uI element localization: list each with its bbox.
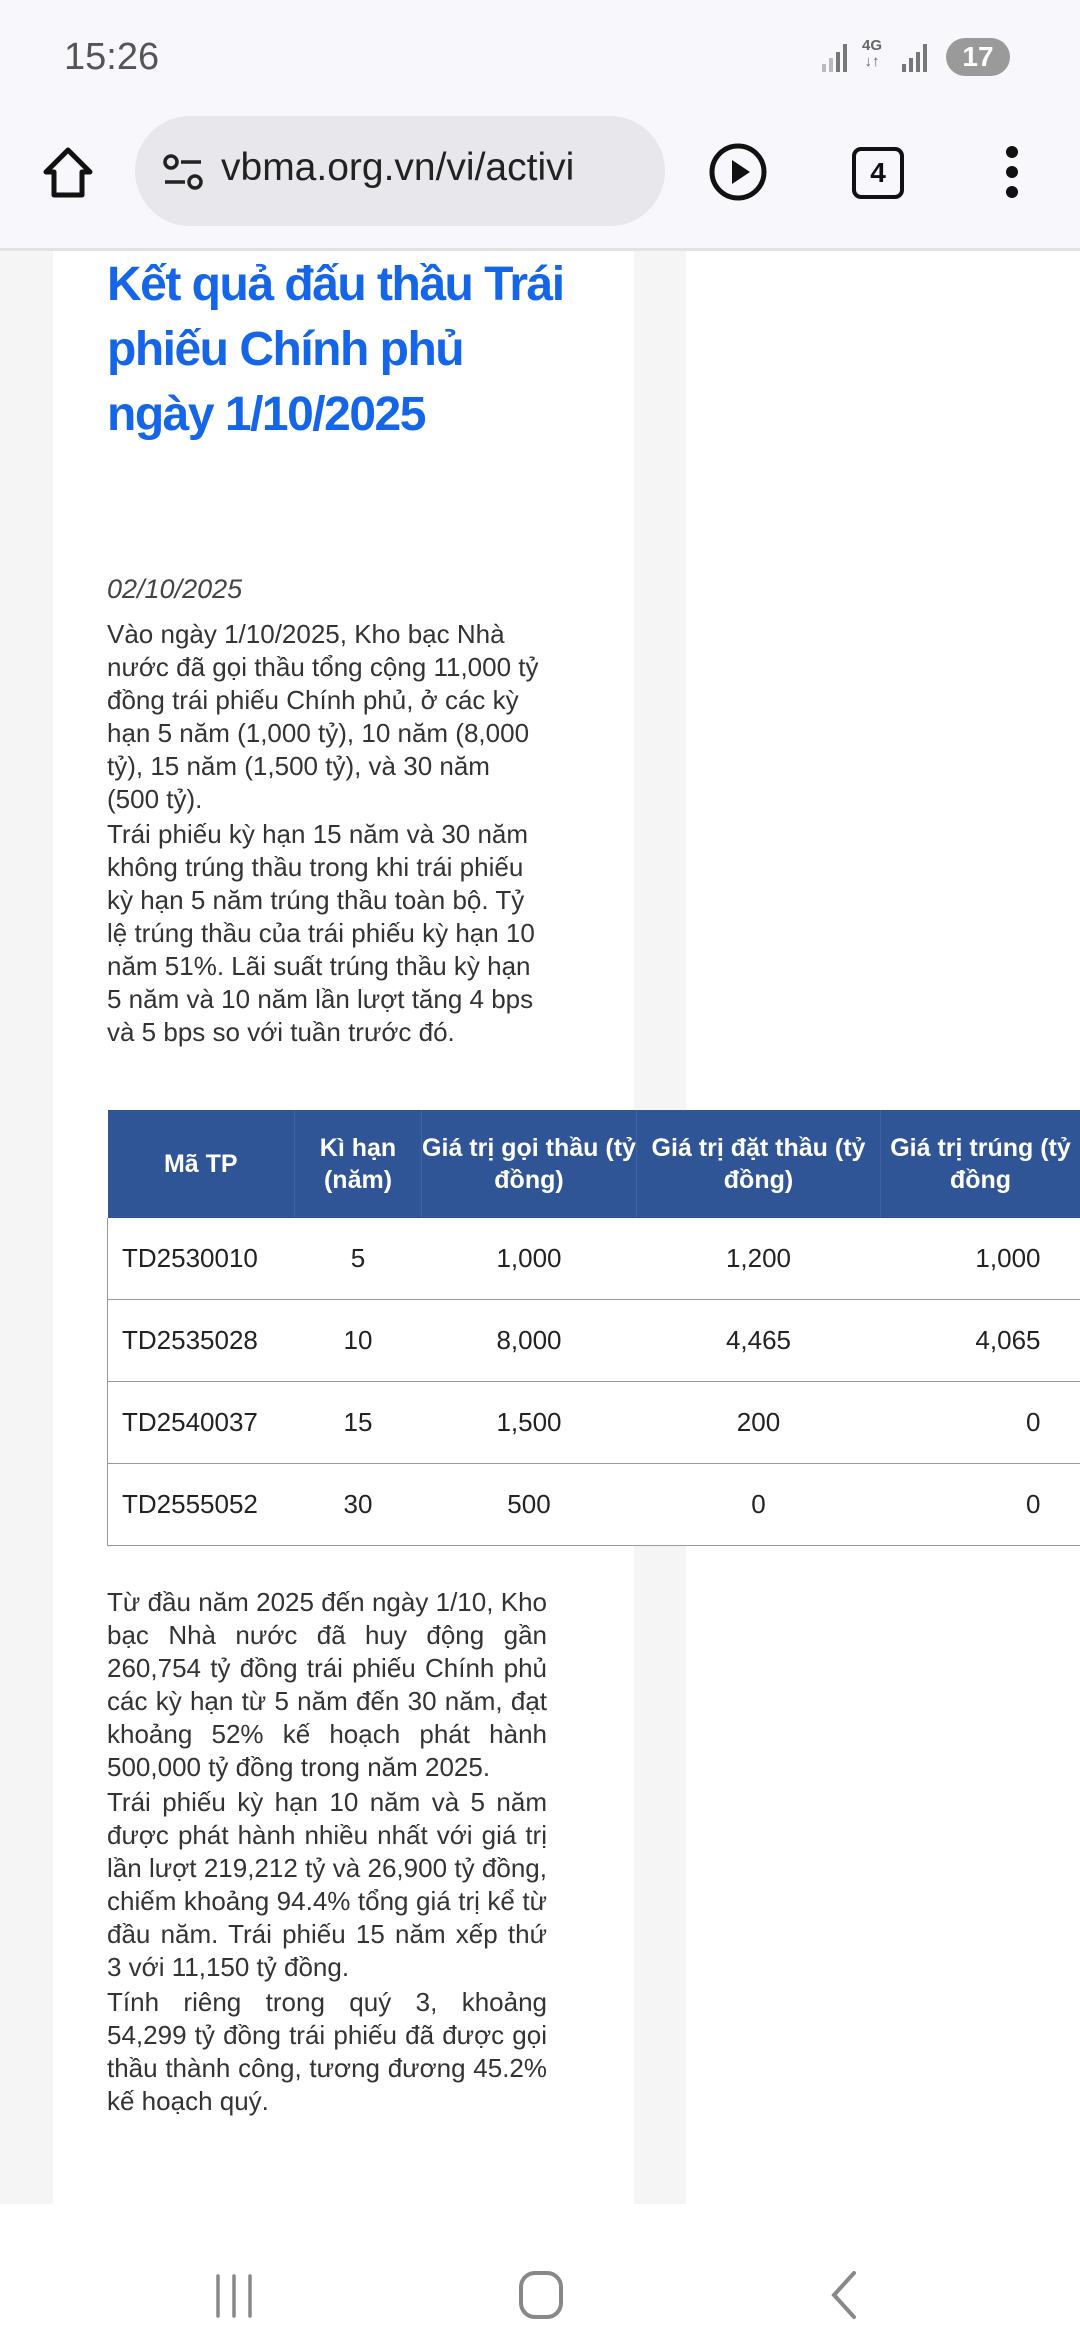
signal-icon-2 (902, 44, 927, 72)
paragraph: Vào ngày 1/10/2025, Kho bạc Nhà nước đã gọi thầu tổng cộng 11,000 tỷ đồng trái phiếu Chính phủ, ở các kỳ hạn 5 năm (1,000 tỷ), 10 năm (8,000 tỷ), 15 năm (1,500 tỷ), và 30 năm (500 tỷ). (107, 619, 539, 814)
network-type: 4G ↓↑ (862, 37, 883, 70)
signal-icon (822, 44, 847, 72)
table-cell: 0 (881, 1382, 1080, 1464)
table-cell: 500 (422, 1464, 637, 1546)
table-row (108, 1300, 1080, 1382)
home-nav-icon[interactable] (518, 2270, 566, 2325)
status-bar (0, 0, 1080, 112)
paragraph: Trái phiếu kỳ hạn 10 năm và 5 năm được phát hành nhiều nhất với giá trị lần lượt 219,212 tỷ và 26,900 tỷ đồng, chiếm khoảng 94.4% tổng giá trị kể từ đầu năm. Trái phiếu 15 năm xếp thứ 3 với 11,150 tỷ đồng. (107, 1787, 547, 1982)
table-cell: TD2540037 (108, 1382, 295, 1464)
browser-toolbar (0, 112, 1080, 251)
table-cell: 5 (295, 1218, 422, 1300)
table-cell: TD2555052 (108, 1464, 295, 1546)
tab-switcher-button[interactable]: 4 (852, 147, 904, 199)
table-row (108, 1382, 1080, 1464)
table-cell: TD2535028 (108, 1300, 295, 1382)
column-header: Kì hạn (năm) (295, 1110, 422, 1218)
table-cell: 1,000 (881, 1218, 1080, 1300)
auction-results-table (107, 1110, 1080, 1546)
column-header: Giá trị gọi thầu (tỷ đồng) (422, 1110, 637, 1218)
home-icon[interactable] (40, 145, 96, 206)
battery-indicator: 17 (946, 38, 1010, 76)
table-cell: 30 (295, 1464, 422, 1546)
article-date: 02/10/2025 (107, 574, 243, 604)
recent-apps-icon[interactable] (212, 2272, 256, 2325)
play-icon[interactable] (708, 142, 768, 207)
table-cell: 10 (295, 1300, 422, 1382)
article-title: Kết quả đấu thầu Trái phiếu Chính phủ ngày 1/10/2025 (107, 258, 564, 441)
table-cell: 0 (881, 1464, 1080, 1546)
paragraph: Tính riêng trong quý 3, khoảng 54,299 tỷ đồng trái phiếu đã được gọi thầu thành công, tương đương 45.2% kế hoạch quý. (107, 1987, 547, 2116)
paragraph: Từ đầu năm 2025 đến ngày 1/10, Kho bạc Nhà nước đã huy động gần 260,754 tỷ đồng trái phiếu Chính phủ các kỳ hạn từ 5 năm đến 30 năm, đạt khoảng 52% kế hoạch phát hành 500,000 tỷ đồng trong năm 2025. (107, 1587, 547, 1782)
intro-text (107, 618, 547, 1051)
table-cell: 4,465 (637, 1300, 881, 1382)
column-header: Giá trị đặt thầu (tỷ đồng) (637, 1110, 881, 1218)
system-nav-bar (0, 2204, 1080, 2340)
table-cell: 1,500 (422, 1382, 637, 1464)
site-settings-icon[interactable] (163, 154, 203, 195)
table-row (108, 1464, 1080, 1546)
table-row (108, 1218, 1080, 1300)
column-header: Mã TP (108, 1110, 295, 1218)
network-label: 4G (862, 37, 883, 54)
table-cell: 15 (295, 1382, 422, 1464)
summary-text (107, 1586, 547, 2120)
column-header: Giá trị trúng (tỷ đồng (881, 1110, 1080, 1218)
back-icon[interactable] (828, 2270, 858, 2325)
table-cell: 4,065 (881, 1300, 1080, 1382)
table-header-row (108, 1110, 1080, 1218)
table-cell: 1,000 (422, 1218, 637, 1300)
more-options-icon[interactable] (1000, 142, 1024, 207)
paragraph: Trái phiếu kỳ hạn 15 năm và 30 năm không trúng thầu trong khi trái phiếu kỳ hạn 5 năm trúng thầu toàn bộ. Tỷ lệ trúng thầu của trái phiếu kỳ hạn 10 năm 51%. Lãi suất trúng thầu kỳ hạn 5 năm và 10 năm lần lượt tăng 4 bps và 5 bps so với tuần trước đó. (107, 819, 535, 1047)
table-cell: 8,000 (422, 1300, 637, 1382)
table-cell: 200 (637, 1382, 881, 1464)
url-text[interactable]: vbma.org.vn/vi/activi (221, 146, 575, 189)
table-cell: TD2530010 (108, 1218, 295, 1300)
table-cell: 0 (637, 1464, 881, 1546)
status-time: 15:26 (64, 36, 160, 78)
table-cell: 1,200 (637, 1218, 881, 1300)
address-bar[interactable] (135, 116, 665, 226)
